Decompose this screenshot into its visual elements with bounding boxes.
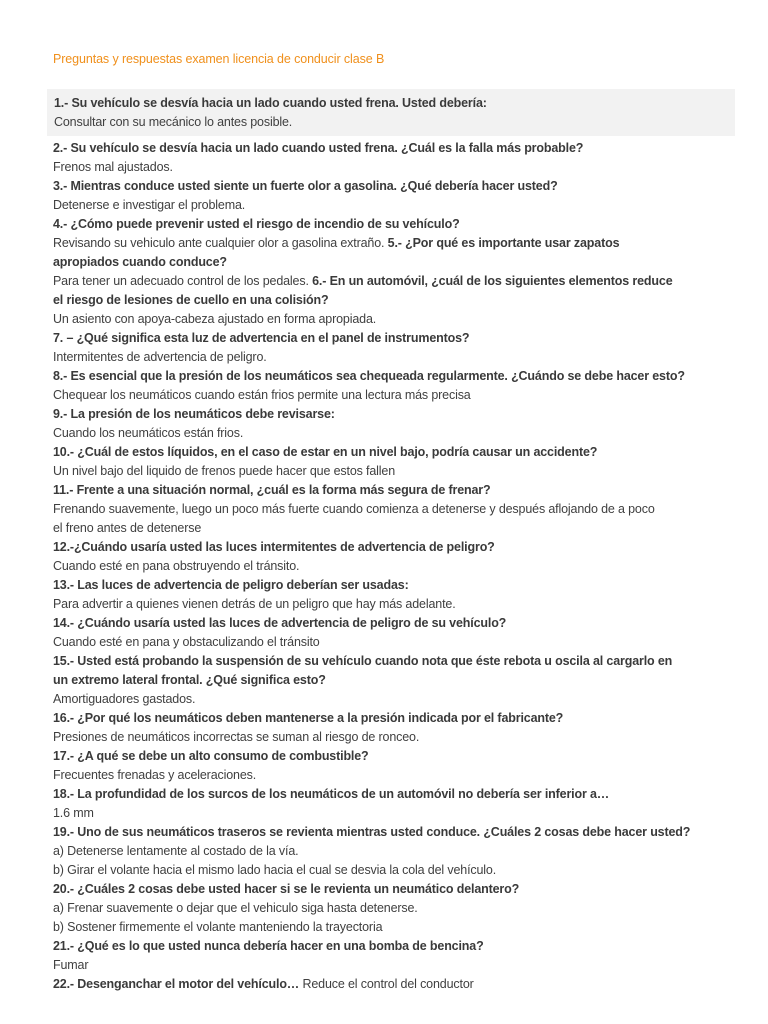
text-line bbox=[53, 633, 735, 652]
answer-text: Un nivel bajo del liquido de frenos puede hacer que estos fallen bbox=[53, 464, 396, 478]
answer-text: Chequear los neumáticos cuando están frios permite una lectura más precisa bbox=[53, 388, 471, 402]
text-line bbox=[53, 804, 735, 823]
question-text: 15.- Usted está probando la suspensión de su vehículo cuando nota que éste rebota u oscila al cargarlo en bbox=[53, 654, 673, 668]
question-text: 8.- Es esencial que la presión de los neumáticos sea chequeada regularmente. ¿Cuándo se debe hacer esto? bbox=[53, 369, 685, 383]
question-text: 21.- ¿Qué es lo que usted nunca debería hacer en una bomba de bencina? bbox=[53, 939, 484, 953]
text-line bbox=[53, 576, 735, 595]
question-text: 11.- Frente a una situación normal, ¿cuál es la forma más segura de frenar? bbox=[53, 483, 491, 497]
text-line bbox=[53, 272, 735, 291]
question-text: 9.- La presión de los neumáticos debe revisarse: bbox=[53, 407, 335, 421]
question-text: 16.- ¿Por qué los neumáticos deben mantenerse a la presión indicada por el fabricante? bbox=[53, 711, 564, 725]
text-line bbox=[53, 899, 735, 918]
question-text: 20.- ¿Cuáles 2 cosas debe usted hacer si se le revienta un neumático delantero? bbox=[53, 882, 520, 896]
question-text: el riesgo de lesiones de cuello en una colisión? bbox=[53, 293, 329, 307]
answer-text: a) Detenerse lentamente al costado de la vía. bbox=[53, 844, 299, 858]
text-line bbox=[53, 500, 735, 519]
text-line bbox=[53, 158, 735, 177]
answer-text: Detenerse e investigar el problema. bbox=[53, 198, 246, 212]
answer-text: Intermitentes de advertencia de peligro. bbox=[53, 350, 267, 364]
answer-text: Presiones de neumáticos incorrectas se suman al riesgo de ronceo. bbox=[53, 730, 420, 744]
text-line bbox=[53, 880, 735, 899]
question-text: 4.- ¿Cómo puede prevenir usted el riesgo de incendio de su vehículo? bbox=[53, 217, 460, 231]
text-line bbox=[53, 367, 735, 386]
text-line bbox=[53, 424, 735, 443]
text-line bbox=[53, 139, 735, 158]
answer-text: Frecuentes frenadas y aceleraciones. bbox=[53, 768, 257, 782]
question-text: un extremo lateral frontal. ¿Qué significa esto? bbox=[53, 673, 326, 687]
text-line bbox=[53, 196, 735, 215]
answer-text: b) Sostener firmemente el volante manteniendo la trayectoria bbox=[53, 920, 383, 934]
question-text: 19.- Uno de sus neumáticos traseros se revienta mientras usted conduce. ¿Cuáles 2 cosas debe hacer usted? bbox=[53, 825, 691, 839]
text-line bbox=[53, 785, 735, 804]
question-text: 3.- Mientras conduce usted siente un fuerte olor a gasolina. ¿Qué debería hacer usted? bbox=[53, 179, 558, 193]
text-line bbox=[53, 253, 735, 272]
text-line bbox=[53, 747, 735, 766]
text-line bbox=[53, 709, 735, 728]
text-line bbox=[53, 766, 735, 785]
question-text: 10.- ¿Cuál de estos líquidos, en el caso de estar en un nivel bajo, podría causar un accidente? bbox=[53, 445, 598, 459]
question-text: 13.- Las luces de advertencia de peligro deberían ser usadas: bbox=[53, 578, 409, 592]
answer-text: Reduce el control del conductor bbox=[299, 977, 474, 991]
text-line bbox=[53, 386, 735, 405]
text-line bbox=[53, 937, 735, 956]
text-line bbox=[53, 595, 735, 614]
question-text: 6.- En un automóvil, ¿cuál de los siguientes elementos reduce bbox=[312, 274, 673, 288]
text-line bbox=[53, 215, 735, 234]
question-text: 22.- Desenganchar el motor del vehículo… bbox=[53, 977, 300, 991]
text-line bbox=[53, 481, 735, 500]
answer-1: Consultar con su mecánico lo antes posible. bbox=[54, 115, 293, 129]
text-line bbox=[53, 291, 735, 310]
text-line bbox=[53, 975, 735, 994]
text-line bbox=[53, 823, 735, 842]
answer-text: Cuando los neumáticos están frios. bbox=[53, 426, 244, 440]
text-line bbox=[53, 310, 735, 329]
text-line bbox=[53, 671, 735, 690]
answer-text: Para advertir a quienes vienen detrás de un peligro que hay más adelante. bbox=[53, 597, 456, 611]
text-line bbox=[53, 614, 735, 633]
text-line bbox=[53, 842, 735, 861]
answer-text: Cuando esté en pana obstruyendo el tránsito. bbox=[53, 559, 300, 573]
answer-text: a) Frenar suavemente o dejar que el vehiculo siga hasta detenerse. bbox=[53, 901, 418, 915]
text-line bbox=[53, 861, 735, 880]
question-text: 12.-¿Cuándo usaría usted las luces intermitentes de advertencia de peligro? bbox=[53, 540, 495, 554]
text-line bbox=[53, 443, 735, 462]
answer-text: Frenando suavemente, luego un poco más fuerte cuando comienza a detenerse y después aflojando de a poco bbox=[53, 502, 655, 516]
text-line bbox=[53, 348, 735, 367]
text-line bbox=[53, 956, 735, 975]
question-text: 14.- ¿Cuándo usaría usted las luces de advertencia de peligro de su vehículo? bbox=[53, 616, 507, 630]
text-line bbox=[53, 234, 735, 253]
answer-text: b) Girar el volante hacia el mismo lado hacia el cual se desvia la cola del vehículo. bbox=[53, 863, 497, 877]
text-line bbox=[53, 918, 735, 937]
question-text: 7. – ¿Qué significa esta luz de advertencia en el panel de instrumentos? bbox=[53, 331, 470, 345]
text-line bbox=[53, 405, 735, 424]
answer-text: Amortiguadores gastados. bbox=[53, 692, 196, 706]
answer-text: Revisando su vehiculo ante cualquier olor a gasolina extraño. bbox=[53, 236, 388, 250]
text-line bbox=[53, 728, 735, 747]
text-line bbox=[53, 557, 735, 576]
question-1: 1.- Su vehículo se desvía hacia un lado cuando usted frena. Usted debería: bbox=[54, 96, 487, 110]
text-line bbox=[53, 519, 735, 538]
answer-text: el freno antes de detenerse bbox=[53, 521, 202, 535]
answer-text: Para tener un adecuado control de los pedales. bbox=[53, 274, 313, 288]
text-line bbox=[53, 329, 735, 348]
question-text: 18.- La profundidad de los surcos de los neumáticos de un automóvil no debería ser inferior a… bbox=[53, 787, 610, 801]
text-line bbox=[53, 177, 735, 196]
text-line bbox=[53, 462, 735, 481]
answer-text: 1.6 mm bbox=[53, 806, 94, 820]
questions-list bbox=[53, 139, 735, 994]
question-text: apropiados cuando conduce? bbox=[53, 255, 227, 269]
question-text: 5.- ¿Por qué es importante usar zapatos bbox=[387, 236, 620, 250]
text-line bbox=[53, 690, 735, 709]
document-title: Preguntas y respuestas examen licencia de conducir clase B bbox=[53, 52, 385, 66]
highlighted-question-box bbox=[47, 89, 735, 136]
answer-text: Cuando esté en pana y obstaculizando el tránsito bbox=[53, 635, 320, 649]
answer-text: Un asiento con apoya-cabeza ajustado en forma apropiada. bbox=[53, 312, 377, 326]
text-line bbox=[53, 538, 735, 557]
answer-text: Frenos mal ajustados. bbox=[53, 160, 173, 174]
question-text: 17.- ¿A qué se debe un alto consumo de combustible? bbox=[53, 749, 369, 763]
answer-text: Fumar bbox=[53, 958, 89, 972]
question-text: 2.- Su vehículo se desvía hacia un lado cuando usted frena. ¿Cuál es la falla más probable? bbox=[53, 141, 584, 155]
text-line bbox=[53, 652, 735, 671]
